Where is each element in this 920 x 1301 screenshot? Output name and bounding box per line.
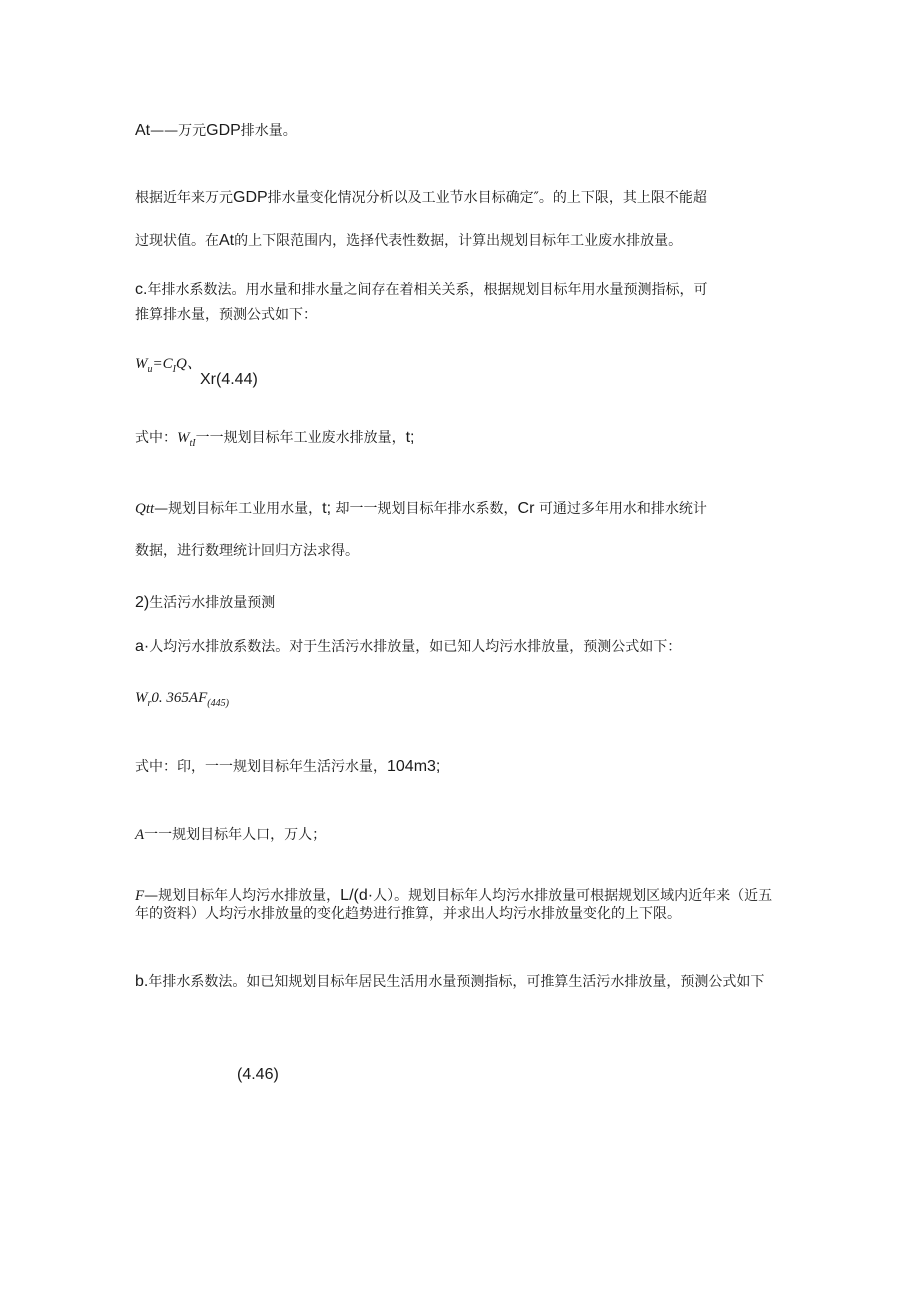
paragraph-f-definition: F—规划目标年人均污水排放量，L/(d·人）。规划目标年人均污水排放量可根据规划区域内近年来（近五年的资料）人均污水排放量的变化趋势进行推算，并求出人均污水排放量变化的上下限。: [135, 887, 773, 922]
paragraph-qtt-definition-line1: Qtt—规划目标年工业用水量，t; 却一一规划目标年排水系数，Cr 可通过多年用水和排水统计: [135, 500, 707, 517]
paragraph-a-method: a·人均污水排放系数法。对于生活污水排放量，如已知人均污水排放量，预测公式如下：: [135, 638, 682, 655]
paragraph-where-sewage: 式中：印，一一规划目标年生活污水量，104m3;: [135, 758, 441, 775]
paragraph-where-wt: 式中：$W_{tI}$一一规划目标年工业废水排放量，t;: [135, 429, 415, 449]
paragraph-b-method: b.年排水系数法。如已知规划目标年居民生活用水量预测指标，可推算生活污水排放量，预测公式如下: [135, 973, 765, 990]
section-heading-domestic-sewage: 2)生活污水排放量预测: [135, 594, 276, 611]
equation-4-46-number: (4.46): [237, 1066, 279, 1083]
paragraph-c-method-line2: 推算排水量，预测公式如下：: [135, 307, 317, 323]
paragraph-qtt-definition-line2: 数据，进行数理统计回归方法求得。: [135, 543, 359, 559]
paragraph-a-population: A一一规划目标年人口，万人；: [135, 827, 327, 843]
paragraph-gdp-analysis-line2: 过现状值。在At的上下限范围内，选择代表性数据，计算出规划目标年工业废水排放量。: [135, 232, 683, 249]
paragraph-gdp-analysis-line1: 根据近年来万元GDP排水量变化情况分析以及工业节水目标确定″。的上下限，其上限不能超: [135, 189, 707, 206]
equation-4-45: $W_r0$. $365AF_{(445)}$: [135, 690, 229, 709]
equation-4-44-number: Xr(4.44): [200, 371, 258, 388]
equation-4-44-lhs: $W_u=C_IQ$、: [135, 356, 202, 375]
paragraph-c-method-line1: c.年排水系数法。用水量和排水量之间存在着相关关系，根据规划目标年用水量预测指标，可: [135, 281, 708, 298]
paragraph-at-definition: At——万元GDP排水量。: [135, 122, 297, 139]
